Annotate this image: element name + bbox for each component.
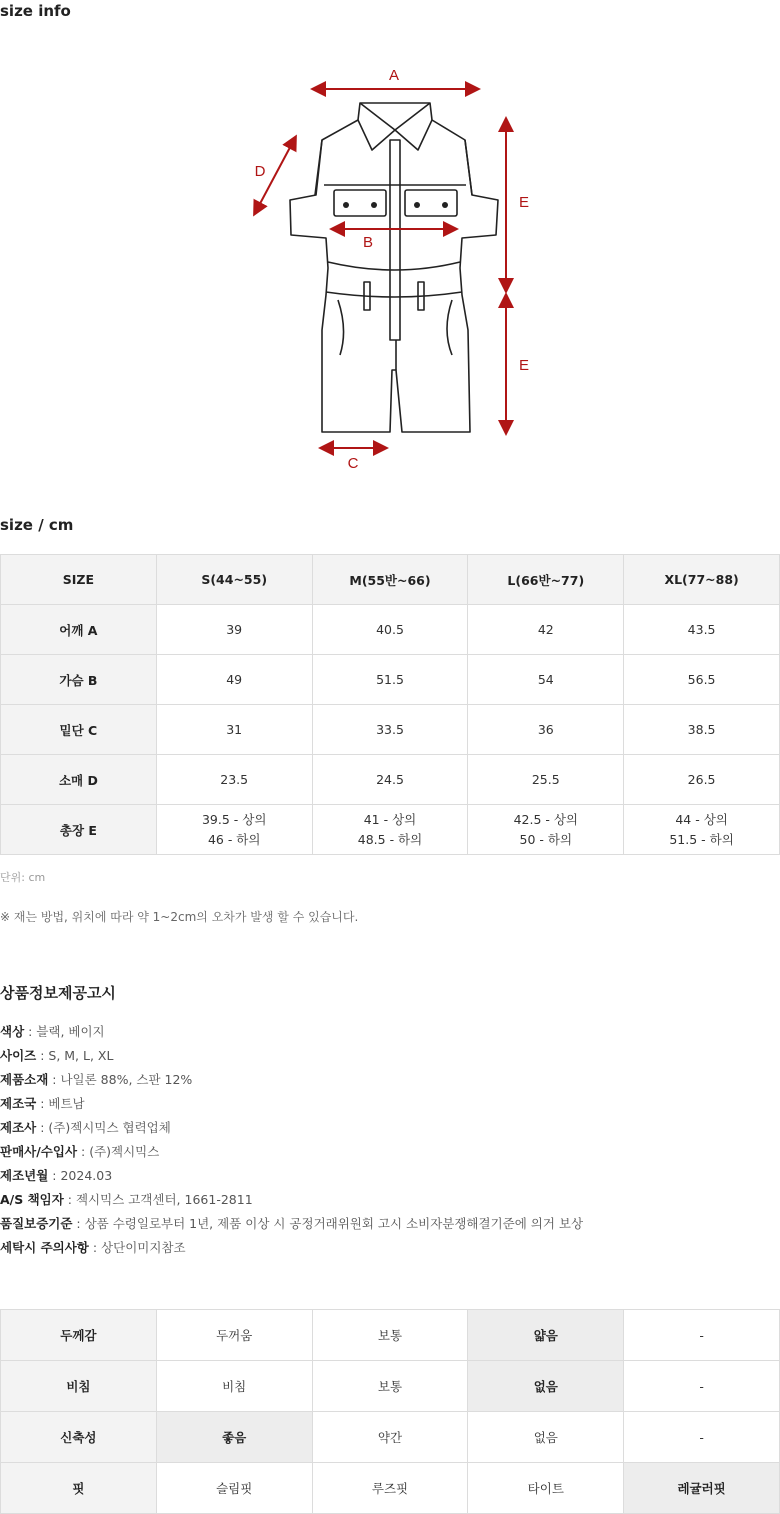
info-line-color: 색상 : 블랙, 베이지 [0,1024,105,1039]
size-value [468,805,624,855]
fit-option-selected: 좋음 [156,1412,312,1463]
fit-row-label: 핏 [1,1463,157,1514]
table-row [1,1361,780,1412]
fit-option: - [624,1310,780,1361]
table-row [1,1310,780,1361]
fit-option-selected: 얇음 [468,1310,624,1361]
size-value: 51.5 [312,655,468,705]
label-d: D [254,163,266,180]
row-label: 밑단 C [1,705,157,755]
label-e-bottom: E [518,357,530,374]
size-value: 49 [156,655,312,705]
fit-option: 타이트 [468,1463,624,1514]
info-line-seller: 판매사/수입사 : (주)젝시믹스 [0,1144,160,1159]
product-info-heading: 상품정보제공고시 [0,984,116,1002]
top-length: 42.5 - 상의 [513,811,579,827]
size-value: 42 [468,605,624,655]
fit-option: 두꺼움 [156,1310,312,1361]
fit-option: 약간 [312,1412,468,1463]
size-value [156,805,312,855]
fit-option: 보통 [312,1361,468,1412]
fit-option: 비침 [156,1361,312,1412]
size-value: 54 [468,655,624,705]
fit-option-selected: 레귤러핏 [624,1463,780,1514]
bottom-length: 46 - 하의 [207,831,261,847]
fit-option: 슬림핏 [156,1463,312,1514]
size-table-header-row [1,555,780,605]
size-value [624,805,780,855]
bottom-length: 48.5 - 하의 [357,831,423,847]
fit-option-selected: 없음 [468,1361,624,1412]
row-label: 어깨 A [1,605,157,655]
fit-option: 루즈핏 [312,1463,468,1514]
bottom-length: 50 - 하의 [519,831,573,847]
row-label: 총장 E [1,805,157,855]
top-length: 39.5 - 상의 [201,811,267,827]
size-header-cell: S(44~55) [156,555,312,605]
size-header-cell: XL(77~88) [624,555,780,605]
row-label: 소매 D [1,755,157,805]
bottom-length: 51.5 - 하의 [669,831,734,847]
size-value [312,805,468,855]
top-length: 44 - 상의 [675,811,728,827]
label-b: B [362,234,374,251]
fit-option: 없음 [468,1412,624,1463]
info-line-size: 사이즈 : S, M, L, XL [0,1048,114,1063]
fit-row-label: 신축성 [1,1412,157,1463]
info-line-country: 제조국 : 베트남 [0,1096,85,1111]
info-line-mfg-date: 제조년월 : 2024.03 [0,1168,113,1183]
size-value: 23.5 [156,755,312,805]
table-row [1,655,780,705]
info-line-as: A/S 책임자 : 젝시믹스 고객센터, 1661-2811 [0,1192,253,1207]
table-row [1,1412,780,1463]
size-table [0,554,780,855]
fit-option: - [624,1412,780,1463]
size-value: 43.5 [624,605,780,655]
size-value: 26.5 [624,755,780,805]
fit-row-label: 두께감 [1,1310,157,1361]
size-value: 40.5 [312,605,468,655]
size-value: 56.5 [624,655,780,705]
info-line-washing: 세탁시 주의사항 : 상단이미지참조 [0,1240,186,1255]
tolerance-note: ※ 재는 방법, 위치에 따라 약 1~2cm의 오차가 발생 할 수 있습니다. [0,910,359,924]
row-label: 가슴 B [1,655,157,705]
label-a: A [388,67,400,84]
info-line-material: 제품소재 : 나일론 88%, 스판 12% [0,1072,193,1087]
info-line-manufacturer: 제조사 : (주)젝시믹스 협력업체 [0,1120,171,1135]
size-value: 38.5 [624,705,780,755]
info-line-warranty: 품질보증기준 : 상품 수령일로부터 1년, 제품 이상 시 공정거래위원회 고시 소비자분쟁해결기준에 의거 보상 [0,1216,584,1231]
fit-option: 보통 [312,1310,468,1361]
top-length: 41 - 상의 [363,811,417,827]
jumpsuit-outline [290,103,498,432]
fit-table [0,1309,780,1514]
table-row [1,755,780,805]
unit-note: 단위: cm [0,871,46,884]
size-value: 33.5 [312,705,468,755]
size-value: 31 [156,705,312,755]
size-value: 36 [468,705,624,755]
table-row [1,1463,780,1514]
label-c: C [347,455,359,472]
table-row [1,805,780,855]
size-value: 25.5 [468,755,624,805]
size-value: 24.5 [312,755,468,805]
fit-option: - [624,1361,780,1412]
size-cm-heading: size / cm [0,516,74,534]
size-header-cell: L(66반~77) [468,555,624,605]
size-info-heading: size info [0,2,71,20]
size-header-cell: M(55반~66) [312,555,468,605]
fit-row-label: 비침 [1,1361,157,1412]
label-e-top: E [518,194,530,211]
table-row [1,705,780,755]
table-row [1,605,780,655]
garment-measurement-diagram [240,55,540,485]
size-value: 39 [156,605,312,655]
size-header-cell: SIZE [1,555,157,605]
